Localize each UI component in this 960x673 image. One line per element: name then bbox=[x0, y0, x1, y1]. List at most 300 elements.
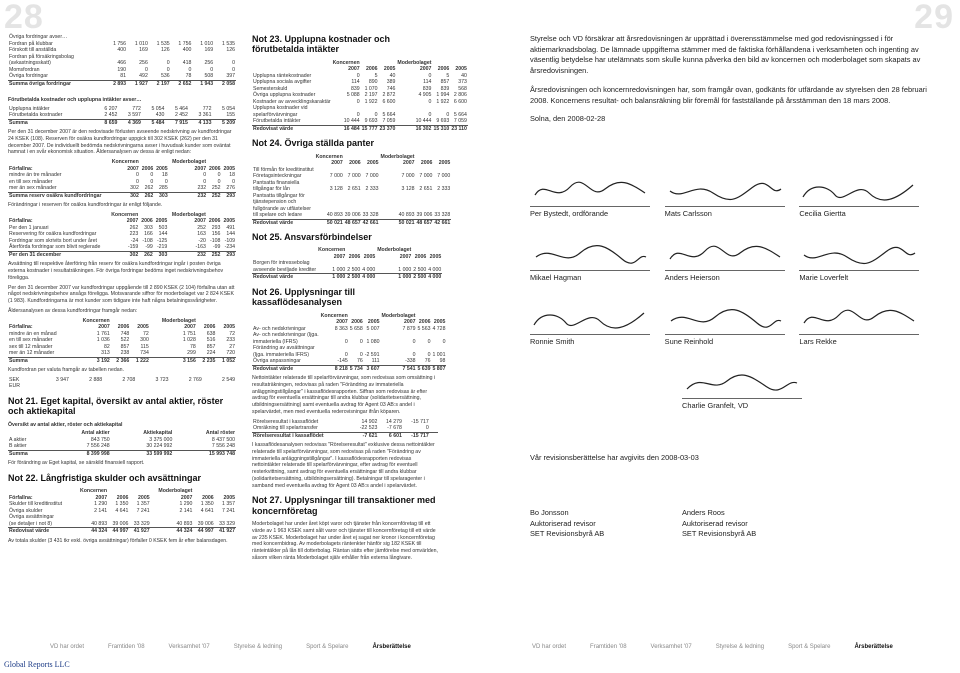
header-cell: Förfallna: bbox=[9, 494, 33, 501]
row-value: -7 621 bbox=[352, 432, 379, 439]
header-cell: 2005 bbox=[156, 165, 168, 172]
row-value: 3 156 bbox=[150, 357, 197, 364]
row-value: 7 000 bbox=[437, 173, 451, 180]
row-value: -22 523 bbox=[359, 425, 378, 432]
auditor-name: Bo Jonsson bbox=[530, 507, 569, 517]
signer-name: Cecilia Giertta bbox=[799, 209, 846, 219]
footer-nav-item[interactable]: Sport & Spelare bbox=[788, 644, 831, 650]
row-value: 40 893 bbox=[91, 520, 108, 527]
footer-nav-item[interactable]: Styrelse & ledning bbox=[715, 644, 765, 650]
aging-intro-paragraph: Åldersanalysen av dessa kundfordringar framgår nedan: bbox=[8, 307, 138, 314]
table-row bbox=[252, 267, 442, 274]
row-value: 3 128 bbox=[329, 186, 343, 193]
row-label: spelarförvärvningar bbox=[253, 111, 298, 118]
header-cell: Koncernen bbox=[332, 59, 360, 66]
row-label: Förändring av avsättningar bbox=[253, 345, 315, 352]
header-cell: 2007 bbox=[194, 218, 206, 225]
row-value: 262 bbox=[139, 251, 154, 258]
row-value: 9 693 bbox=[436, 118, 450, 125]
audit-note: Vår revisionsberättelse har avgivits den 2008-03-03 bbox=[530, 453, 699, 463]
row-value: 15 310 bbox=[433, 125, 450, 132]
row-value: 5 bbox=[374, 72, 378, 79]
group-transactions-paragraph: Moderbolaget har under året köpt varor och tjänster från koncernföretag till ett värde av 1 963 KSEK samt sålt varor och tjänster till koncernföretag till ett värde av 235 KSEK. Moderbolaget har under året ej sagat ner kronor i koncernföretag med koncernbidrag. Av moderbolagets räntenkter hänför sig 182 KSEK till ränteintäkter på lån till dotterbolag. Räntan sätts efter jämförelse med omvärlden, såsom vilken ränta Moderbolaget själv erhåller från externa långivare. bbox=[252, 521, 438, 561]
header-cell: 2007 bbox=[402, 160, 415, 167]
row-label: Återförda fordringar som blivit reglerade bbox=[9, 244, 101, 251]
row-value: 857 bbox=[206, 343, 216, 350]
row-value: 2 893 bbox=[105, 80, 127, 87]
row-value: 400 bbox=[117, 47, 127, 53]
shares-table bbox=[8, 430, 236, 457]
row-value: -163 bbox=[195, 244, 206, 251]
row-label: Övriga fordringar bbox=[9, 73, 48, 79]
row-label: Rörelseresultat i kassaflödet bbox=[252, 432, 352, 439]
row-value: 256 bbox=[139, 60, 148, 66]
row-value: 0 bbox=[217, 178, 221, 185]
handwritten-signature bbox=[665, 177, 785, 205]
row-label: Redovisat värde bbox=[252, 365, 320, 372]
header-cell: Förfallna: bbox=[9, 218, 33, 225]
row-value: 42 661 bbox=[362, 219, 379, 226]
row-value: 2 651 bbox=[347, 186, 361, 193]
row-value: 33 328 bbox=[362, 212, 379, 219]
row-value: -108 bbox=[210, 237, 221, 244]
row-value: 8 399 998 bbox=[50, 450, 111, 457]
signature-block bbox=[530, 173, 653, 227]
row-value: 4 000 bbox=[362, 274, 376, 281]
row-label: Av- och nedskrivningar (Ijga. bbox=[253, 332, 319, 339]
row-value: 2 651 bbox=[419, 186, 433, 193]
row-value: 0 bbox=[425, 425, 429, 432]
row-value: 7 241 bbox=[222, 507, 235, 514]
row-label: till spelare och ledare bbox=[253, 212, 303, 219]
row-value: 82 bbox=[103, 343, 110, 350]
row-value: 238 bbox=[120, 350, 130, 357]
header-cell: Antal aktier bbox=[81, 430, 110, 437]
header-cell: 2006 bbox=[203, 324, 216, 331]
handwritten-signature bbox=[665, 241, 785, 269]
row-value: 8 659 bbox=[95, 119, 119, 126]
receivables-paragraph: Per den 31 december 2007 är den redovisade förlusten avseende nedskrivning av kundfordringar 24 KSEK (108). Reserven för osäkra kundfordringar uppgick till 302 KSEK (262) per den 31 december 2007. De individuellt bedömda nedskrivningarna avser i huvudsak kunder som oväntat hamnat i en svår ekonomisk situation. Åldersanalysen av dessa är enligt nedan: bbox=[8, 129, 232, 156]
footer-nav-item[interactable]: VD har ordet bbox=[532, 644, 567, 650]
row-value: 1 000 bbox=[376, 274, 412, 281]
row-value: 72 bbox=[229, 330, 235, 337]
footer-nav-right bbox=[532, 644, 917, 654]
row-label: Borgen för intressebolag bbox=[253, 260, 310, 267]
row-value bbox=[37, 383, 70, 390]
row-value: 40 893 bbox=[176, 520, 193, 527]
row-value: 7 000 bbox=[329, 173, 343, 180]
row-value: 14 279 bbox=[386, 418, 402, 425]
row-value: 4 000 bbox=[428, 274, 442, 281]
row-value: 7 000 bbox=[365, 173, 379, 180]
accrued-expenses-table bbox=[252, 60, 468, 133]
row-label: Per den 1 januari bbox=[9, 224, 49, 231]
header-cell: Moderbolaget bbox=[397, 59, 432, 66]
row-value: 890 bbox=[368, 79, 378, 86]
row-label: Till förmån för kreditinstitut bbox=[253, 166, 314, 173]
header-cell: Moderbolaget bbox=[172, 159, 207, 166]
row-value: 1 010 bbox=[200, 40, 214, 47]
row-value: 300 bbox=[140, 337, 149, 344]
row-value: 39 006 bbox=[112, 520, 129, 527]
signature-row bbox=[530, 301, 934, 355]
prepaid-table bbox=[8, 106, 236, 127]
signer-name: Anders Heierson bbox=[664, 273, 720, 283]
row-label: Summa övriga fordringar bbox=[8, 80, 105, 87]
row-value: 166 bbox=[144, 231, 153, 238]
row-value: 0 bbox=[412, 338, 416, 345]
row-value: 2 452 bbox=[104, 112, 118, 119]
row-value: 1 350 bbox=[200, 501, 214, 508]
row-value: 0 bbox=[150, 178, 154, 185]
row-label: mer än 12 månader bbox=[9, 350, 55, 357]
row-value: 2 366 bbox=[111, 357, 131, 364]
row-value: 23 110 bbox=[451, 125, 467, 132]
row-value: 114 bbox=[423, 79, 432, 86]
header-cell: 2005 bbox=[223, 494, 235, 501]
row-value: 232 bbox=[168, 251, 207, 258]
row-value: 0 bbox=[427, 351, 431, 358]
row-value: 1 994 bbox=[436, 92, 450, 99]
row-value: 720 bbox=[226, 350, 235, 357]
footer-nav-item[interactable]: Styrelse & ledning bbox=[233, 644, 283, 650]
footer-nav-item[interactable]: Sport & Spelare bbox=[306, 644, 349, 650]
equity-paragraph: För förändring av Eget kapital, se särskild finansiell rapport. bbox=[8, 460, 145, 467]
row-value: 3 192 bbox=[73, 357, 111, 364]
row-value: 1 756 bbox=[178, 40, 192, 47]
row-value: 15 777 bbox=[361, 125, 378, 132]
row-value: 1 922 bbox=[364, 98, 378, 105]
row-value bbox=[435, 432, 438, 439]
row-label: Övriga upplupna kostnader bbox=[253, 92, 316, 99]
row-value: 734 bbox=[140, 350, 149, 357]
row-value: 5 054 bbox=[222, 105, 235, 112]
row-value: 40 893 bbox=[326, 212, 343, 219]
operating-result-table bbox=[252, 419, 438, 440]
row-value: 0 bbox=[232, 178, 235, 185]
row-value: 0 bbox=[427, 338, 431, 345]
liabilities-paragraph: Av totala skulder (3 431 tkr exkl. övriga avsättningar) förfaller 0 KSEK fem år efter balansdagen. bbox=[8, 537, 228, 544]
row-value: 2 806 bbox=[453, 92, 467, 99]
handwritten-signature bbox=[530, 177, 650, 205]
row-value: 6 207 bbox=[104, 105, 118, 112]
row-label: Redovisat värde bbox=[252, 125, 332, 132]
row-value: 169 bbox=[139, 47, 148, 53]
row-value: 4 369 bbox=[118, 119, 142, 126]
row-label: tjänstepension och bbox=[253, 199, 297, 206]
cash-flow-paragraph-2: I kassaflödesanalysen redovisas "Rörelseresultat" exklusive dessa nettointäkter relaterade till spelarförvärvningar, som redovisas på raden "Förändring av immateriella anläggningstillgångar". I kassaflödesrapporten redovisas nettointäkter relaterade till spelarförvärvningar, efter avdrag för eventuell resterkvittning, samt avdrag för eventuella ersättningar till andra klubbar (solidaritetsersättning, utbildningsersättning). Betalningar till spelaragenter i samband med eventuella avdrag för Agent 03 AB:s andel i spelarvärdet. bbox=[252, 442, 435, 489]
row-value: 1 535 bbox=[222, 40, 235, 47]
row-value: 0 bbox=[356, 98, 360, 105]
row-value: -99 bbox=[145, 244, 153, 251]
header-cell: Moderbolaget bbox=[377, 247, 412, 254]
footer-nav-item[interactable]: Årsberättelse bbox=[854, 644, 893, 650]
header-cell: 2007 bbox=[95, 494, 108, 501]
handwritten-signature bbox=[530, 241, 650, 269]
signature-block bbox=[530, 301, 653, 355]
notes-column-2 bbox=[252, 34, 467, 565]
row-label: Upplupna räntekostnader bbox=[253, 72, 312, 79]
row-label: Upplupna intäkter bbox=[9, 105, 50, 112]
row-value: 33 328 bbox=[434, 212, 451, 219]
row-value: 2 549 bbox=[222, 376, 235, 383]
row-value: 232 bbox=[169, 192, 207, 199]
row-value: 7 059 bbox=[453, 118, 467, 125]
row-label: Fordringar som skrivits bort under året bbox=[9, 237, 97, 244]
header-cell: 2005 bbox=[223, 324, 235, 331]
header-cell: Koncernen bbox=[111, 159, 139, 166]
table-row bbox=[8, 350, 236, 357]
row-value: 0 bbox=[428, 72, 432, 79]
row-label: EUR bbox=[9, 383, 20, 390]
row-value: 746 bbox=[386, 85, 396, 92]
footer-nav-item[interactable]: Framtiden '08 bbox=[108, 644, 145, 650]
row-value: 18 bbox=[229, 172, 235, 179]
handwritten-signature bbox=[799, 305, 919, 333]
row-value: -7 678 bbox=[387, 425, 402, 432]
row-value: 44 997 bbox=[108, 528, 129, 535]
row-label: fullgörande av utfästelser bbox=[253, 205, 311, 212]
header-cell: 2006 bbox=[351, 319, 363, 326]
note-23-heading: Not 23. Upplupna kostnader och förutbetalda intäkter bbox=[252, 34, 391, 55]
reserve-note-paragraph: Avsättning till respektive återföring från reserv för osäkra kundfordringar ingår i posten övriga externa kostnader i resultaträkningen. För övriga fordringar bedöms inget nedskrivningsbehov föreligga. bbox=[8, 261, 224, 281]
header-cell: 2007 bbox=[333, 253, 346, 260]
signature-block bbox=[665, 301, 788, 355]
note-27-heading: Not 27. Upplysningar till transaktioner med koncernföretag bbox=[252, 495, 436, 516]
row-value: 293 bbox=[211, 224, 221, 231]
row-label: Övriga fordringar avser… bbox=[9, 34, 68, 40]
footer-nav-item[interactable]: VD har ordet bbox=[50, 644, 85, 650]
header-cell: 2005 bbox=[429, 253, 442, 260]
row-value: 2 500 bbox=[347, 274, 361, 281]
row-value: 3 361 bbox=[198, 112, 212, 119]
row-value: 0 bbox=[150, 172, 154, 179]
table-row bbox=[8, 244, 236, 251]
row-value: -15 717 bbox=[403, 432, 430, 439]
row-value: 1 350 bbox=[115, 501, 129, 508]
row-label: Redovisat värde bbox=[8, 528, 73, 535]
row-label: Övriga anpassningar bbox=[253, 358, 301, 365]
currency-table bbox=[8, 377, 236, 390]
header-cell: Förfallna: bbox=[9, 165, 33, 172]
row-label: Redovisat värde bbox=[252, 274, 317, 281]
row-value: 0 bbox=[374, 111, 378, 118]
row-value: 1 001 bbox=[432, 351, 446, 358]
row-value: 256 bbox=[204, 60, 214, 66]
row-value: 5 007 bbox=[366, 325, 380, 332]
row-value: 2 235 bbox=[197, 357, 217, 364]
row-value: 516 bbox=[206, 337, 216, 344]
header-cell: 2006 bbox=[414, 253, 427, 260]
row-label: Summa reserv osäkra kundfordringar bbox=[8, 192, 109, 199]
row-value: 7 915 bbox=[165, 119, 189, 126]
row-label: A aktier bbox=[9, 436, 27, 443]
footer-nav-item[interactable]: Årsberättelse bbox=[372, 644, 411, 650]
row-value: 397 bbox=[226, 73, 235, 79]
header-cell: Moderbolaget bbox=[171, 211, 206, 218]
row-value: 5 807 bbox=[432, 365, 446, 372]
row-value: 2 872 bbox=[382, 92, 396, 99]
row-value: 0 bbox=[217, 172, 221, 179]
row-value: 303 bbox=[154, 251, 169, 258]
table-row bbox=[8, 528, 236, 535]
row-value: 190 bbox=[117, 66, 127, 73]
row-label: en till sex månader bbox=[9, 337, 53, 344]
row-value: 748 bbox=[120, 330, 130, 337]
row-value: 23 370 bbox=[379, 125, 396, 132]
row-value: 156 bbox=[211, 231, 221, 238]
row-value: 1 922 bbox=[436, 98, 450, 105]
header-cell: Koncernen bbox=[320, 312, 348, 319]
row-value: 2 500 bbox=[413, 266, 427, 273]
auditor-firm: SET Revisionsbyrå AB bbox=[530, 529, 605, 539]
row-value: 262 bbox=[129, 224, 139, 231]
signer-name: Ronnie Smith bbox=[530, 337, 575, 347]
row-value: 1 761 bbox=[96, 330, 110, 337]
other-receivables-table bbox=[8, 34, 236, 87]
header-cell: 2005 bbox=[138, 494, 150, 501]
row-value: 839 bbox=[440, 85, 450, 92]
row-value: 40 893 bbox=[398, 212, 415, 219]
row-value: -24 bbox=[130, 237, 139, 244]
table-row bbox=[8, 521, 236, 528]
row-value: 224 bbox=[206, 350, 216, 357]
signer-name: Lars Rekke bbox=[799, 337, 837, 347]
row-value: 7 556 248 bbox=[86, 443, 110, 450]
row-value: 418 bbox=[182, 60, 192, 66]
row-value: 2 500 bbox=[347, 266, 361, 273]
header-cell: Antal röster bbox=[205, 430, 235, 437]
row-value: 1 290 bbox=[94, 501, 108, 508]
row-value: 430 bbox=[155, 112, 165, 119]
row-value: 0 bbox=[203, 178, 207, 185]
row-value: 2 141 bbox=[94, 507, 108, 514]
signer-name: Mats Carlsson bbox=[664, 209, 712, 219]
row-value: 839 bbox=[422, 85, 432, 92]
row-value: 857 bbox=[120, 343, 130, 350]
row-value: 491 bbox=[226, 224, 235, 231]
header-cell: 2007 bbox=[127, 165, 139, 172]
table-row bbox=[8, 450, 236, 457]
header-cell: 2006 bbox=[116, 494, 129, 501]
row-value: 0 bbox=[442, 338, 446, 345]
row-value: 5 639 bbox=[417, 365, 431, 372]
header-cell: 2006 bbox=[437, 66, 450, 73]
row-value: 0 bbox=[344, 338, 348, 345]
row-value: -219 bbox=[156, 244, 168, 251]
row-value: -20 bbox=[198, 237, 206, 244]
footer-nav-item[interactable]: Verksamhet '07 bbox=[168, 644, 210, 650]
table-row bbox=[252, 212, 451, 219]
row-label: immateriella (IFRS) bbox=[253, 338, 298, 345]
row-value: 0 bbox=[428, 98, 432, 105]
row-label: Förskott till anställda bbox=[9, 47, 57, 53]
table-row bbox=[8, 80, 236, 87]
signature-block bbox=[665, 237, 788, 291]
row-value: 1 080 bbox=[366, 338, 380, 345]
row-value: 7 000 bbox=[401, 173, 415, 180]
footer-nav-item[interactable]: Framtiden '08 bbox=[590, 644, 627, 650]
row-value: 0 bbox=[412, 351, 416, 358]
row-value: -99 bbox=[212, 244, 221, 251]
row-value: 232 bbox=[197, 185, 207, 192]
row-value: 0 bbox=[428, 111, 432, 118]
row-value: 0 bbox=[166, 60, 170, 66]
row-value: 14 902 bbox=[361, 418, 378, 425]
header-cell: Moderbolaget bbox=[381, 312, 416, 319]
row-value: 5 563 bbox=[417, 325, 431, 332]
table-row bbox=[8, 251, 236, 258]
row-value: 1 943 bbox=[192, 80, 214, 87]
header-cell: Aktiekapital bbox=[143, 430, 173, 437]
note-26-heading: Not 26. Upplysningar till kassaflödesanalysen bbox=[252, 286, 356, 308]
row-value: 0 bbox=[356, 111, 360, 118]
prepaid-heading: Förutbetalda kostnader och upplupna intäkter avser… bbox=[8, 97, 142, 103]
signature-block bbox=[799, 173, 922, 227]
signature-block bbox=[530, 237, 653, 291]
cash-flow-table bbox=[252, 313, 446, 373]
row-value: 155 bbox=[226, 112, 235, 119]
row-value: 76 bbox=[356, 358, 363, 365]
row-value: 2 888 bbox=[89, 376, 103, 383]
auditor-role: Auktoriserad revisor bbox=[530, 518, 596, 528]
table-row bbox=[8, 185, 236, 192]
signature-row bbox=[530, 237, 934, 291]
footer-nav-item[interactable]: Verksamhet '07 bbox=[650, 644, 692, 650]
row-label: Företagsinteckningar bbox=[253, 173, 302, 180]
handwritten-signature bbox=[665, 305, 785, 333]
row-value: 39 006 bbox=[416, 212, 433, 219]
signature-ceo bbox=[682, 365, 822, 419]
row-value: 7 879 bbox=[402, 325, 416, 332]
row-value: 3 607 bbox=[364, 365, 381, 372]
row-value: 252 bbox=[207, 251, 222, 258]
header-cell: Koncernen bbox=[111, 211, 139, 218]
row-value: 4 000 bbox=[362, 266, 376, 273]
table-row bbox=[252, 365, 446, 372]
header-cell: Moderbolaget bbox=[158, 488, 193, 495]
row-label: Upplupna kostnader vid bbox=[253, 105, 308, 112]
row-value: 6 600 bbox=[453, 98, 467, 105]
row-value: 78 bbox=[185, 73, 192, 79]
table-row bbox=[252, 125, 468, 132]
row-value: 72 bbox=[143, 330, 149, 337]
row-value: 0 bbox=[135, 172, 139, 179]
row-label: B aktier bbox=[9, 443, 27, 450]
header-cell: 2005 bbox=[155, 218, 168, 225]
row-value: 293 bbox=[222, 192, 236, 199]
row-value: 50 021 bbox=[380, 219, 416, 226]
row-value: 1 000 bbox=[317, 274, 346, 281]
header-cell: 2007 bbox=[399, 253, 412, 260]
note-21-subheading: Översikt av antal aktier, röster och aktiekapital bbox=[8, 421, 123, 428]
row-label: Övriga skulder bbox=[9, 507, 43, 514]
row-value: 0 bbox=[359, 351, 363, 358]
approval-statement: Årsredovisningen och koncernredovisningen har, som framgår ovan, godkänts för utfärdande av styrelsen den 28 februari 2008. Koncernens resultat- och balansräkning blir föremål för fastställande på årsstämman den 18 mars 2008. bbox=[530, 84, 927, 105]
row-value: 299 bbox=[187, 350, 196, 357]
row-value: -2 591 bbox=[364, 351, 380, 358]
header-cell: 2006 bbox=[349, 160, 361, 167]
header-cell: 2006 bbox=[141, 218, 153, 225]
row-value: 78 bbox=[190, 343, 196, 350]
page-number-right: 29 bbox=[914, 0, 954, 36]
row-value: 536 bbox=[160, 73, 170, 79]
row-value: 522 bbox=[120, 337, 130, 344]
row-value: -125 bbox=[156, 237, 168, 244]
row-value: 169 bbox=[204, 47, 214, 53]
row-value: 5 209 bbox=[212, 119, 236, 126]
row-value: -15 717 bbox=[411, 418, 429, 425]
